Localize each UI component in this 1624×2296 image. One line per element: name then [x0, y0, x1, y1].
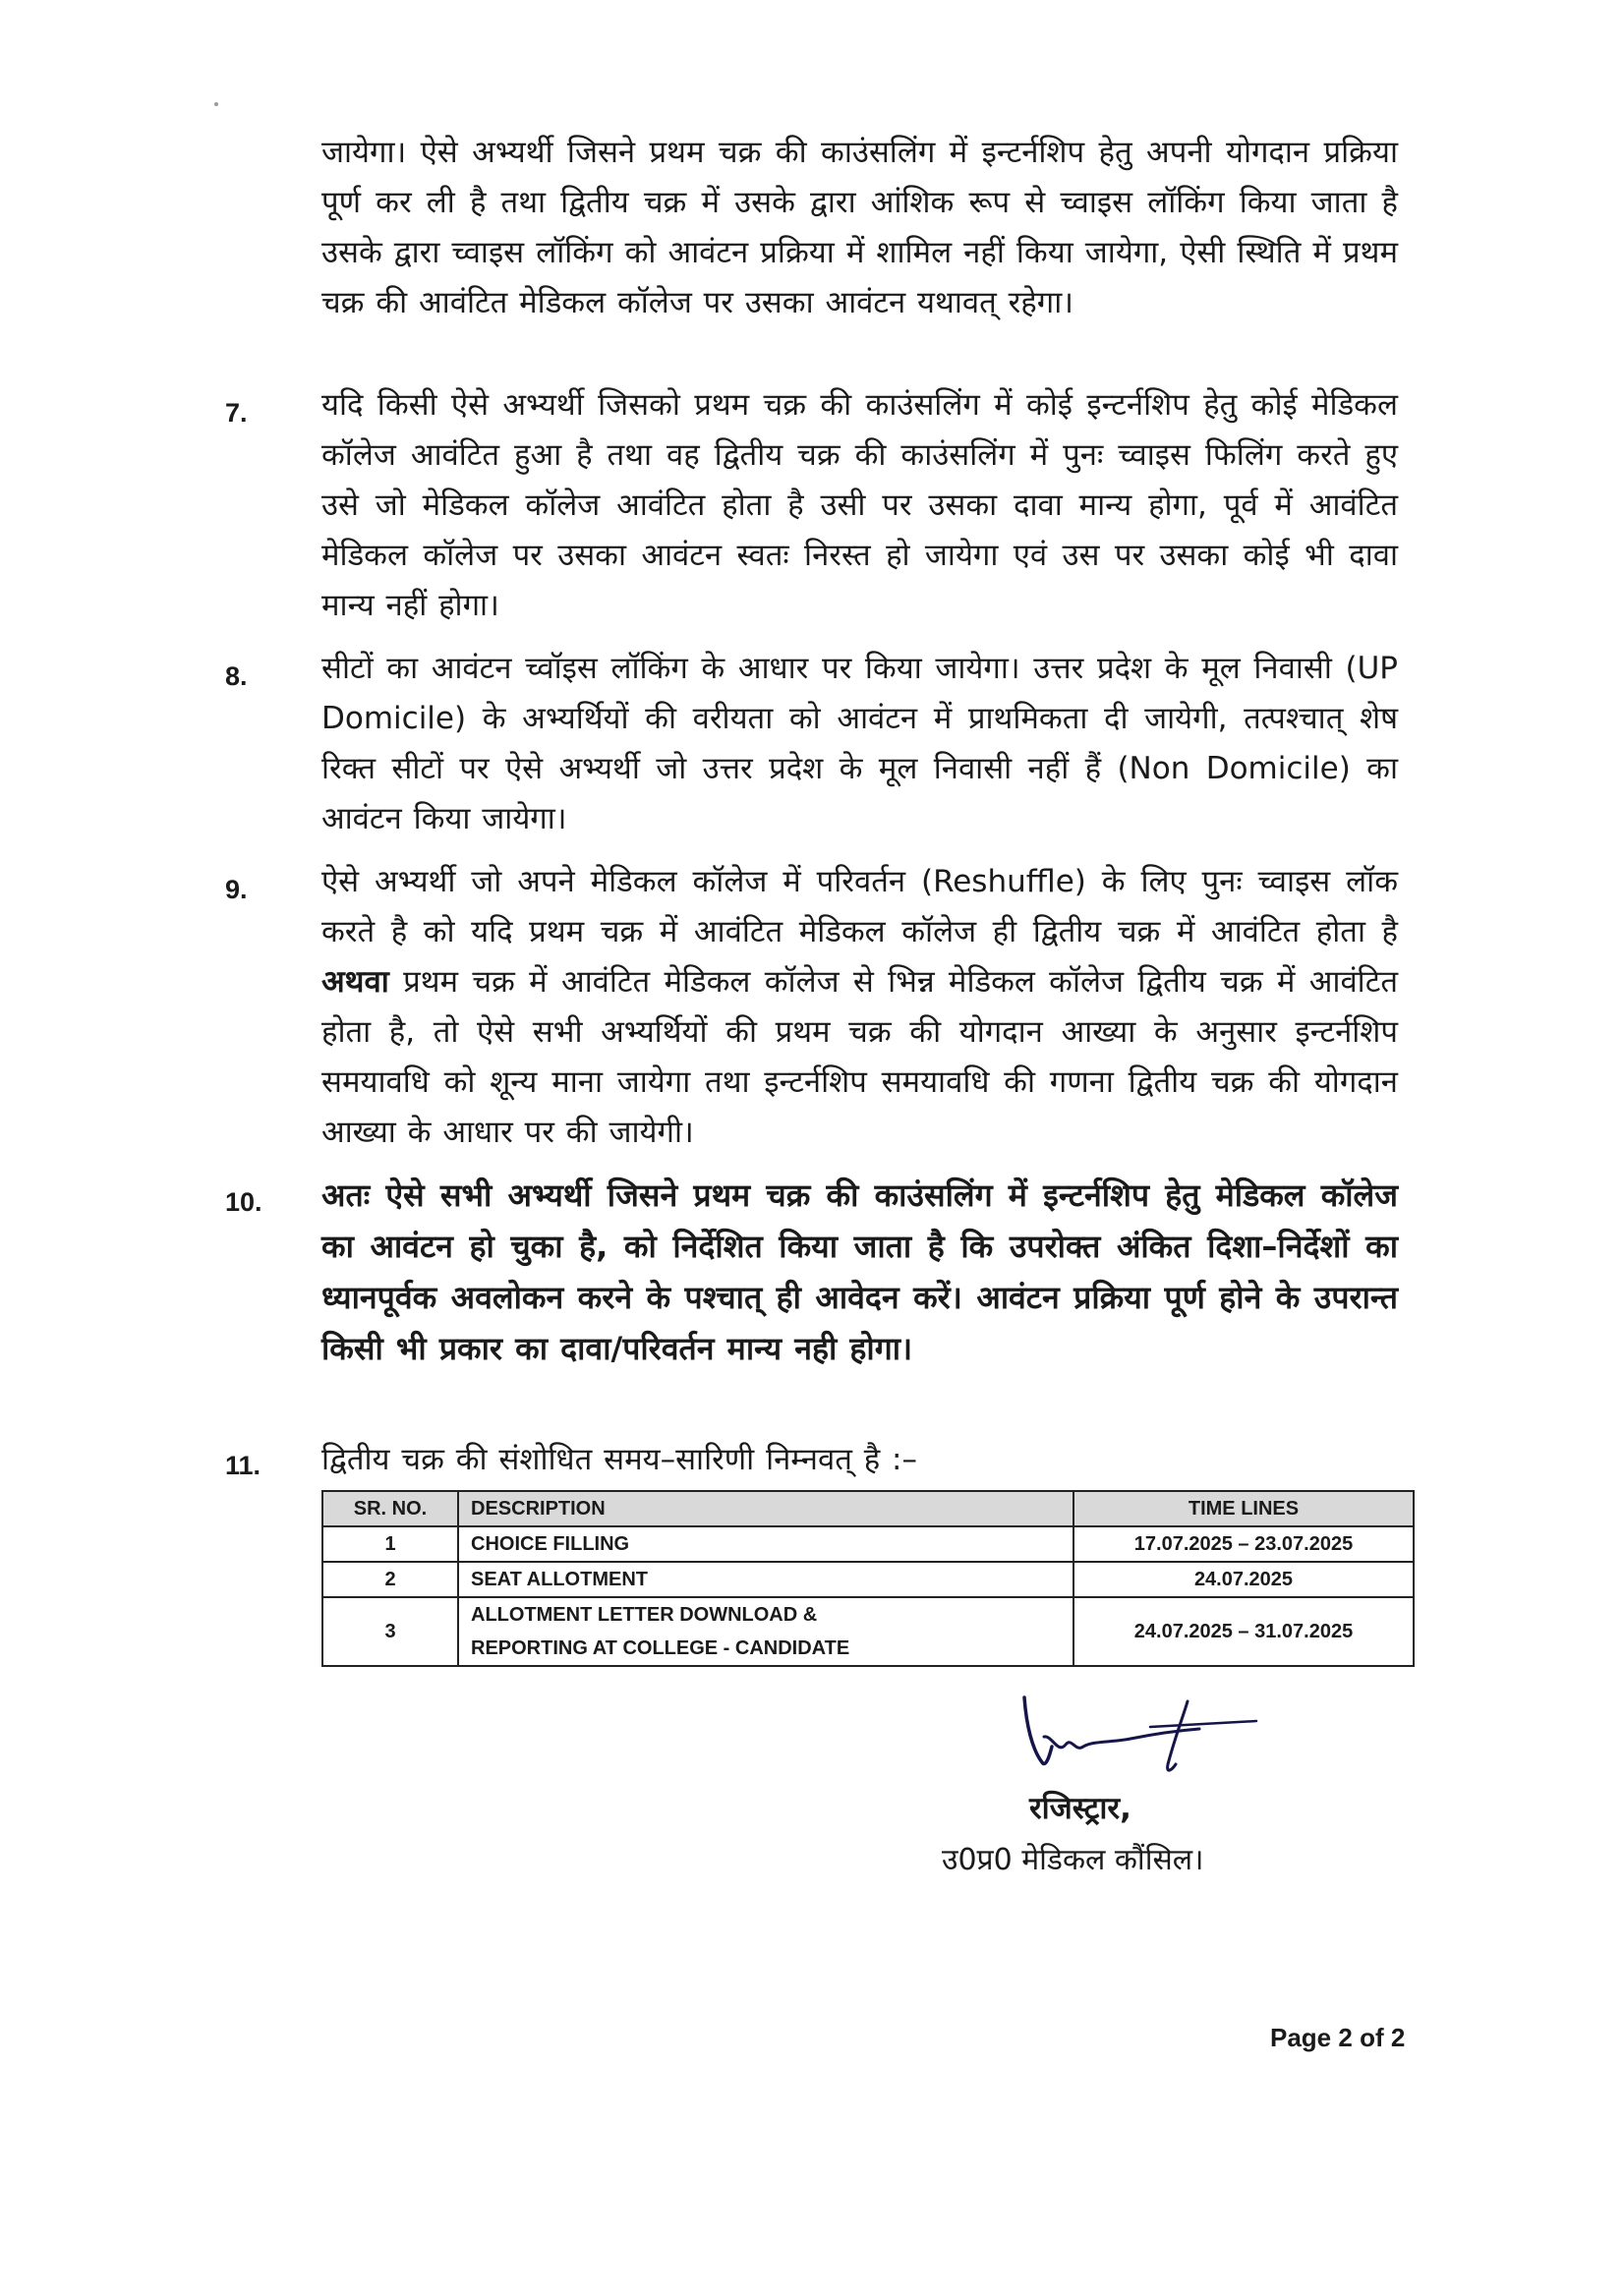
item-text-11: द्वितीय चक्र की संशोधित समय–सारिणी निम्नवत् है :–: [321, 1442, 917, 1477]
schedule-table: [321, 1490, 1415, 1667]
item-text-10: अतः ऐसे सभी अभ्यर्थी जिसने प्रथम चक्र की काउंसलिंग में इन्टर्नशिप हेतु मेडिकल कॉलेज का आवंटन हो चुका है, को निर्देशित किया जाता है कि उपरोक्त अंकित दिशा–निर्देशों का ध्यानपूर्वक अवलोकन करने के पश्चात् ही आवेदन करें। आवंटन प्रक्रिया पूर्ण होने के उपरान्त किसी भी प्रकार का दावा/परिवर्तन मान्य नही होगा।: [321, 1177, 1398, 1367]
cell-description: CHOICE FILLING: [458, 1526, 1073, 1562]
cell-description: SEAT ALLOTMENT: [458, 1562, 1073, 1597]
cell-timeline: 24.07.2025 – 31.07.2025: [1073, 1597, 1414, 1666]
item-number-8: 8.: [225, 661, 248, 691]
cell-sr: 3: [322, 1597, 458, 1666]
item-number-10: 10.: [225, 1187, 262, 1217]
item-text-7: यदि किसी ऐसे अभ्यर्थी जिसको प्रथम चक्र की काउंसलिंग में कोई इन्टर्नशिप हेतु कोई मेडिकल कॉलेज आवंटित हुआ है तथा वह द्वितीय चक्र की काउंसलिंग में पुनः च्वाइस फिलिंग करते हुए उसे जो मेडिकल कॉलेज आवंटित होता है उसी पर उसका दावा मान्य होगा, पूर्व में आवंटित मेडिकल कॉलेज पर उसका आवंटन स्वतः निरस्त हो जायेगा एवं उस पर उसका कोई भी दावा मान्य नहीं होगा।: [321, 387, 1398, 623]
cell-sr: 2: [322, 1562, 458, 1597]
item-number-11: 11.: [225, 1451, 261, 1480]
table-header-row: [322, 1491, 1414, 1526]
item-9-text-before: ऐसे अभ्यर्थी जो अपने मेडिकल कॉलेज में परिवर्तन (Reshuffle) के लिए पुनः च्वाइस लॉक करते है को यदि प्रथम चक्र में आवंटित मेडिकल कॉलेज ही द्वितीय चक्र में आवंटित होता है: [321, 864, 1398, 949]
cell-timeline: 24.07.2025: [1073, 1562, 1414, 1597]
cell-description-line2: REPORTING AT COLLEGE - CANDIDATE: [471, 1637, 850, 1659]
item-number-9: 9.: [225, 875, 248, 904]
item-number-7: 7.: [225, 398, 248, 428]
table-row: [322, 1562, 1414, 1597]
table-row: [322, 1597, 1414, 1666]
header-sr-no: SR. NO.: [322, 1491, 458, 1526]
item-text-9: [321, 857, 1398, 1158]
cell-description: [458, 1597, 1073, 1666]
continuation-paragraph: जायेगा। ऐसे अभ्यर्थी जिसने प्रथम चक्र की काउंसलिंग में इन्टर्नशिप हेतु अपनी योगदान प्रक्रिया पूर्ण कर ली है तथा द्वितीय चक्र में उसके द्वारा आंशिक रूप से च्वाइस लॉकिंग किया जाता है उसके द्वारा च्वाइस लॉकिंग को आवंटन प्रक्रिया में शामिल नहीं किया जायेगा, ऐसी स्थिति में प्रथम चक्र की आवंटित मेडिकल कॉलेज पर उसका आवंटन यथावत् रहेगा।: [321, 135, 1398, 320]
header-description: DESCRIPTION: [458, 1491, 1073, 1526]
signatory-organization: उ0प्र0 मेडिकल कौंसिल।: [942, 1843, 1204, 1877]
page-number: [1270, 2023, 1405, 2053]
page-prefix: Page: [1270, 2023, 1339, 2052]
table-row: [322, 1526, 1414, 1562]
item-9-text-after: प्रथम चक्र में आवंटित मेडिकल कॉलेज से भिन्न मेडिकल कॉलेज द्वितीय चक्र में आवंटित होता है, तो ऐसे सभी अभ्यर्थियों की प्रथम चक्र की योगदान आख्या के अनुसार इन्टर्नशिप समयावधि को शून्य माना जायेगा तथा इन्टर्नशिप समयावधि की गणना द्वितीय चक्र की योगदान आख्या के आधार पर की जायेगी।: [321, 964, 1399, 1150]
signatory-title: रजिस्ट्रार,: [1029, 1791, 1131, 1826]
item-9-emphasis: अथवा: [321, 964, 389, 1000]
page-current: 2: [1338, 2023, 1353, 2052]
page-middle: of: [1352, 2023, 1391, 2052]
cell-sr: 1: [322, 1526, 458, 1562]
cell-timeline: 17.07.2025 – 23.07.2025: [1073, 1526, 1414, 1562]
item-text-8: सीटों का आवंटन च्वॉइस लॉकिंग के आधार पर किया जायेगा। उत्तर प्रदेश के मूल निवासी (UP Domicile) के अभ्यर्थियों की वरीयता को आवंटन में प्राथमिकता दी जायेगी, तत्पश्चात् शेष रिक्त सीटों पर ऐसे अभ्यर्थी जो उत्तर प्रदेश के मूल निवासी नहीं हैं (Non Domicile) का आवंटन किया जायेगा।: [321, 651, 1398, 836]
page-total: 2: [1390, 2023, 1406, 2052]
header-time-lines: TIME LINES: [1073, 1491, 1414, 1526]
cell-description-line1: ALLOTMENT LETTER DOWNLOAD &: [471, 1604, 818, 1626]
scan-speck: [214, 102, 218, 106]
